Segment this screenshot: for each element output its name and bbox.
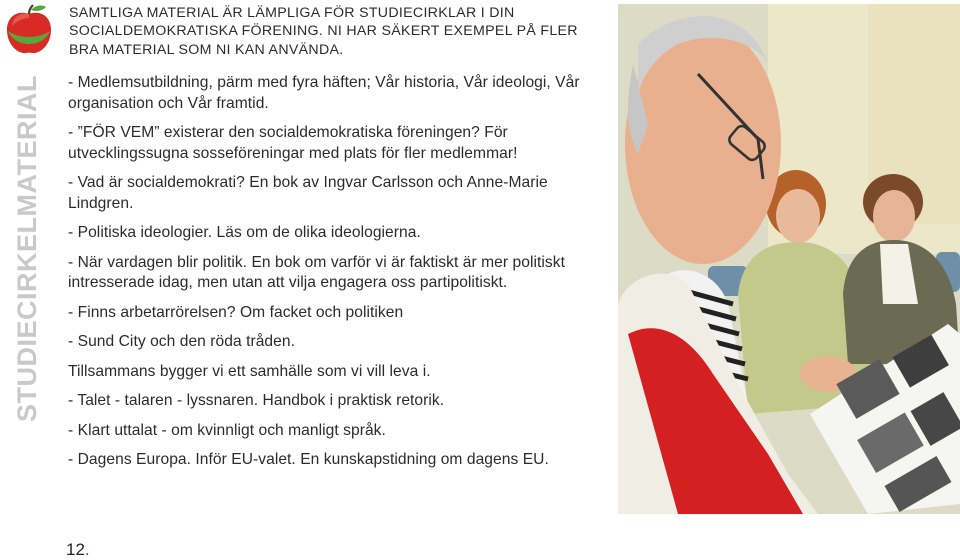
list-item: - Klart uttalat - om kvinnligt och manligt språk. <box>68 421 386 439</box>
list-item: - Politiska ideologier. Läs om de olika ideologierna. <box>68 224 421 241</box>
apple-logo-icon <box>4 4 54 56</box>
list-item: - Sund City och den röda tråden. <box>68 333 295 350</box>
sidebar-title: STUDIECIRKELMATERIAL <box>12 75 42 422</box>
list-item: - Vad är socialdemokrati? En bok av Ingvar Carlsson och Anne-Marie Lindgren. <box>68 174 548 212</box>
list-item: Tillsammans bygger vi ett samhälle som vi vill leva i. <box>68 362 431 380</box>
list-item: - Dagens Europa. Inför EU-valet. En kunskapstidning om dagens EU. <box>68 451 549 468</box>
study-circle-photo <box>618 4 960 514</box>
page-number-dot: . <box>84 540 90 559</box>
intro-text: SAMTLIGA MATERIAL ÄR LÄMPLIGA FÖR STUDIECIRKLAR I DIN SOCIALDEMOKRATISKA FÖRENING. NI HAR SÄKERT EXEMPEL PÅ FLER BRA MATERIAL SOM NI KAN ANVÄNDA. <box>69 5 578 58</box>
material-list <box>68 73 596 480</box>
page-number <box>66 540 90 560</box>
list-item: - När vardagen blir politik. En bok om varför vi är faktiskt är mer politiskt intresserade idag, men utan att vilja engagera oss partipolitiskt. <box>68 253 565 291</box>
list-item: - Finns arbetarrörelsen? Om facket och politiken <box>68 303 404 321</box>
page-number-value: 12 <box>66 540 85 559</box>
list-item: - Talet - talaren - lyssnaren. Handbok i praktisk retorik. <box>68 392 445 409</box>
list-item: - ”FÖR VEM” existerar den socialdemokratiska föreningen? För utvecklingssugna sosseföreningar med plats för fler medlemmar! <box>68 124 518 162</box>
list-item: - Medlemsutbildning, pärm med fyra häften; Vår historia, Vår ideologi, Vår organisation och Vår framtid. <box>68 74 580 112</box>
